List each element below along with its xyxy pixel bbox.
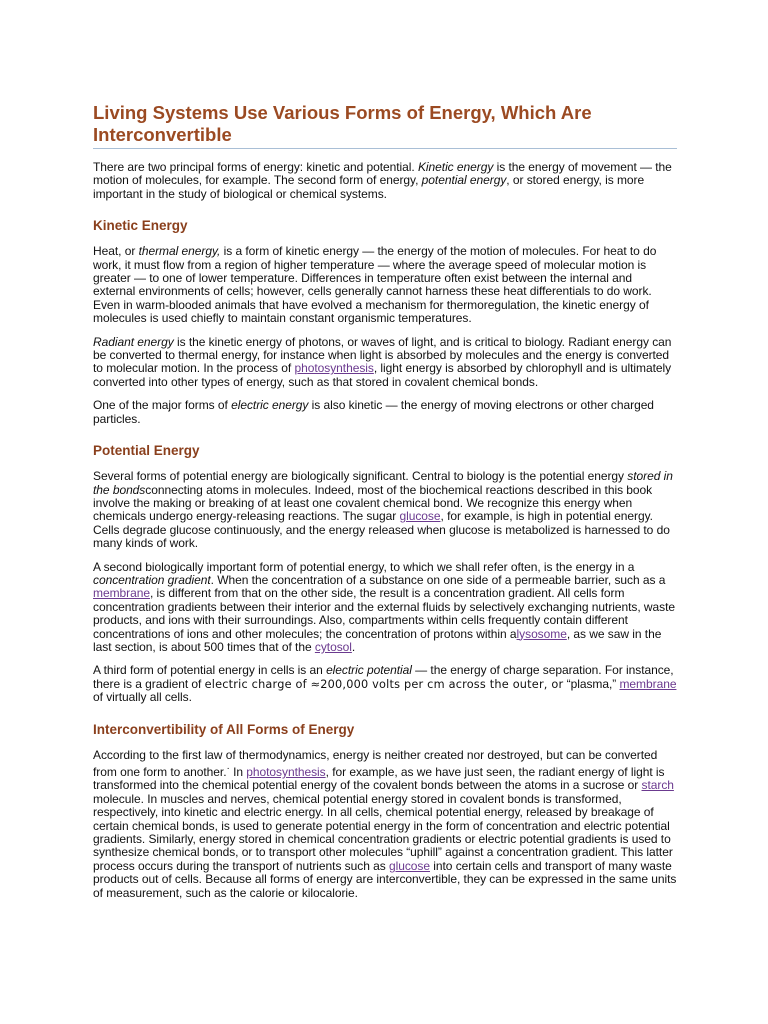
potential-p3-text-3: “plasma,” [563, 676, 620, 691]
heading-kinetic-energy: Kinetic Energy [93, 218, 188, 234]
potential-p1-text-1: Several forms of potential energy are biologically significant. Central to biology is the potential energy [93, 469, 628, 484]
kinetic-paragraph-1 [93, 245, 677, 325]
intro-text-2: is the energy of movement — the motion of molecules, for example. The second form of energy, [93, 160, 672, 188]
heading-potential-energy: Potential Energy [93, 443, 200, 459]
kinetic-p1-text-2: is a form of kinetic energy — the energy of the motion of molecules. For heat to do work, it must flow from a region of higher temperature — where the average speed of molecular motion is greater — to one of lower temperature. Differences in temperature often exist between the internal and external environments of cells; however, cells generally cannot harness these heat differentials to do work. Even in warm-blooded animals that have evolved a mechanism for thermoregulation, the kinetic energy of molecules is used chiefly to maintain constant organismic temperatures. [93, 244, 657, 326]
inter-p1-text-3: , for example, as we have just seen, the radiant energy of light is transformed into the chemical potential energy of the covalent bonds between the atoms in a sucrose or [93, 765, 665, 793]
potential-p3-text-1: A third form of potential energy in cells is an [93, 663, 327, 678]
document-page [93, 102, 677, 900]
kinetic-paragraph-3 [93, 399, 677, 426]
link-glucose-2[interactable]: glucose [388, 858, 430, 873]
potential-p1-em: stored in the bonds [93, 469, 673, 497]
potential-p3-text-2: — the energy of charge separation. For instance, there is a gradient of [93, 663, 674, 691]
link-photosynthesis[interactable]: photosynthesis [294, 361, 374, 376]
inter-p1-text-5: into certain cells and transport of many waste products out of cells. Because all forms of energy are interconvertible, they can be expressed in the same units of measurement, such as the calorie or kilocalorie. [93, 858, 677, 900]
inter-p1-superscript: · [226, 763, 230, 774]
kinetic-p2-text-1: is the kinetic energy of photons, or waves of light, and is critical to biology. Radiant energy can be converted to thermal energy, for instance when light is absorbed by molecules and the energy is converted to molecular motion. In the process of [93, 334, 672, 376]
kinetic-p3-em: electric energy [231, 398, 309, 413]
intro-em-kinetic: Kinetic energy [417, 160, 494, 174]
potential-p3-charge-text: electric charge of ≈200,000 volts per cm across the outer, or [204, 677, 564, 691]
kinetic-p1-em: thermal energy, [138, 244, 221, 259]
kinetic-p1-text-1: Heat, or [93, 244, 139, 259]
potential-paragraph-1 [93, 470, 677, 550]
link-cytosol[interactable]: cytosol [314, 639, 352, 654]
potential-p3-text-4: of virtually all cells. [93, 690, 192, 705]
heading-interconvertibility: Interconvertibility of All Forms of Energy [93, 721, 355, 737]
link-membrane[interactable]: membrane [93, 586, 150, 601]
inter-paragraph-1 [93, 749, 677, 900]
intro-paragraph [93, 161, 677, 201]
intro-text-1: There are two principal forms of energy: kinetic and potential. [93, 160, 418, 174]
potential-p1-text-3: , for example, is high in potential energy. Cells degrade glucose continuously, and the energy released when glucose is metabolized is harnessed to do many kinds of work. [93, 509, 670, 551]
link-glucose[interactable]: glucose [399, 509, 441, 524]
inter-p1-text-4: molecule. In muscles and nerves, chemical potential energy stored in covalent bonds is transformed, respectively, into kinetic and electric energy. In all cells, chemical potential energy, released by breakage of certain chemical bonds, is used to generate potential energy in the form of concentration and electric potential gradients. Similarly, energy stored in chemical concentration gradients or electric potential gradients is used to synthesize chemical bonds, or to transport other molecules “uphill” against a concentration gradient. This latter process occurs during the transport of nutrients such as [93, 791, 673, 873]
potential-p2-text-2: . When the concentration of a substance on one side of a permeable barrier, such as a [210, 572, 666, 587]
potential-paragraph-3 [93, 664, 677, 704]
link-photosynthesis-2[interactable]: photosynthesis [246, 765, 326, 779]
potential-p2-text-3: , is different from that on the other side, the result is a concentration gradient. All cells form concentration gradients between their interior and the external fluids by selectively exchanging nutrients, waste products, and ions with their surroundings. Also, compartments within cells frequently contain different concentrations of ions and other molecules; the concentration of protons within a [93, 586, 676, 641]
intro-text-3: , or stored energy, is more important in the study of biological or chemical systems. [93, 173, 645, 201]
potential-p3-em: electric potential [326, 663, 412, 678]
kinetic-p2-text-2: , light energy is absorbed by chlorophyll and is ultimately converted into other types of energy, such as that stored in covalent chemical bonds. [93, 361, 672, 389]
inter-p1-text-2: In [229, 765, 247, 779]
kinetic-paragraph-2 [93, 336, 677, 390]
kinetic-p2-em: Radiant energy [93, 334, 174, 349]
kinetic-p3-text-2: is also kinetic — the energy of moving electrons or other charged particles. [93, 398, 654, 426]
inter-p1-text-1: According to the first law of thermodynamics, energy is neither created nor destroyed, but can be converted from one form to another. [93, 747, 658, 779]
potential-p2-text-5: . [351, 639, 356, 654]
potential-p2-text-1: A second biologically important form of potential energy, to which we shall refer often, is the energy in a [93, 559, 635, 574]
potential-p2-em: concentration gradient [93, 572, 211, 587]
potential-paragraph-2 [93, 561, 677, 655]
page-title: Living Systems Use Various Forms of Energy, Which Are Interconvertible [93, 102, 677, 149]
intro-em-potential: potential energy [421, 173, 507, 188]
potential-p2-text-4: , as we saw in the last section, is about 500 times that of the [93, 626, 662, 654]
potential-p1-text-2: connecting atoms in molecules. Indeed, most of the biochemical reactions described in this book involve the making or breaking of at least one covalent chemical bond. We recognize this energy when chemicals undergo energy-releasing reactions. The sugar [93, 482, 653, 524]
link-membrane-2[interactable]: membrane [619, 676, 677, 691]
link-starch[interactable]: starch [641, 778, 674, 793]
kinetic-p3-text-1: One of the major forms of [93, 398, 232, 413]
link-lysosome[interactable]: lysosome [516, 626, 567, 641]
